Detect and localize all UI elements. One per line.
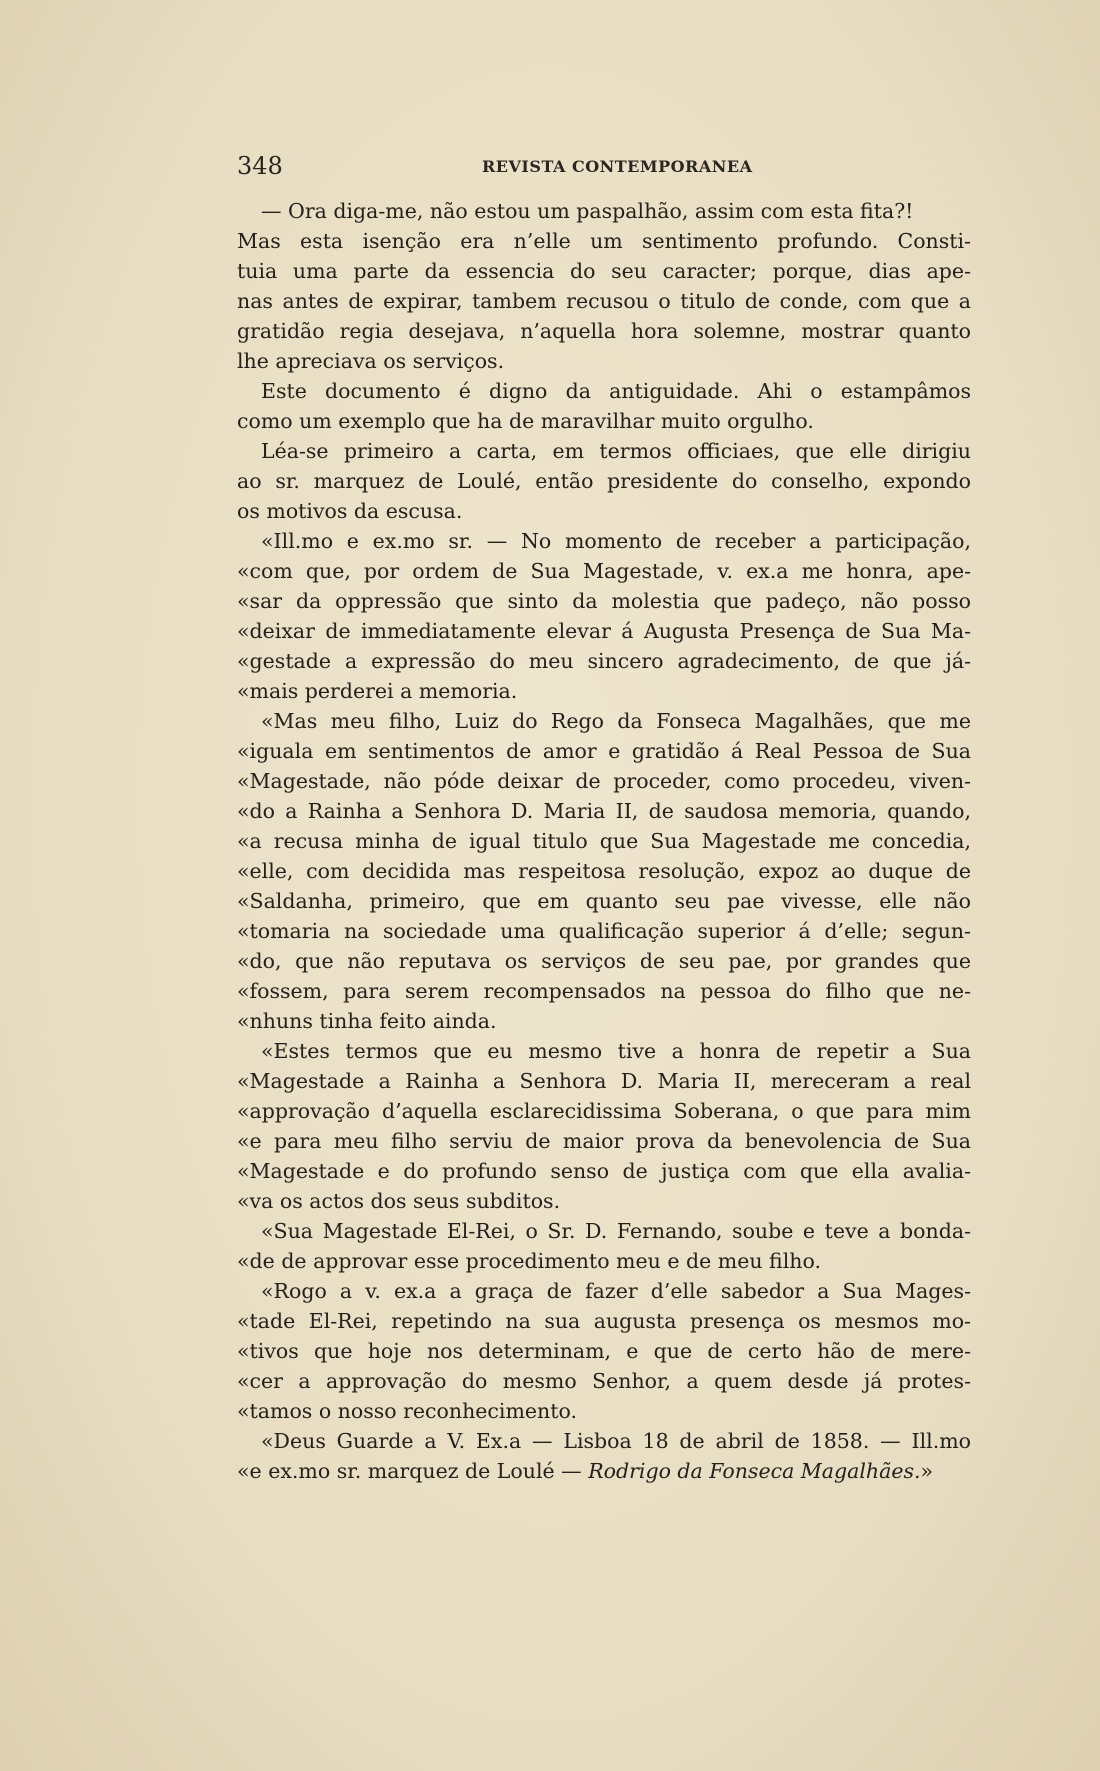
- text-line: — Ora diga-me, não estou um paspalhão, assim com esta fita?!: [261, 199, 914, 223]
- text-line: «Magestade, não póde deixar de proceder, como procedeu, viven-: [237, 769, 971, 793]
- text-line: «elle, com decidida mas respeitosa resolução, expoz ao duque de: [237, 859, 971, 883]
- text-line: «tivos que hoje nos determinam, e que de certo hão de mere-: [237, 1339, 971, 1363]
- text-line: «iguala em sentimentos de amor e gratidão á Real Pessoa de Sua: [237, 739, 971, 763]
- closing-text: «e ex.mo sr. marquez de Loulé —: [237, 1459, 589, 1483]
- text-line: «Rogo a v. ex.a a graça de fazer d’elle sabedor a Sua Mages-: [261, 1279, 971, 1303]
- text-line: nas antes de expirar, tambem recusou o titulo de conde, com que a: [237, 289, 971, 313]
- text-line: «Saldanha, primeiro, que em quanto seu pae vivesse, elle não: [237, 889, 971, 913]
- text-line: «mais perderei a memoria.: [237, 679, 518, 703]
- text-line: os motivos da escusa.: [237, 499, 463, 523]
- body-text: [237, 196, 971, 1486]
- text-line: «Estes termos que eu mesmo tive a honra de repetir a Sua: [261, 1039, 971, 1063]
- text-line: «de de approvar esse procedimento meu e de meu filho.: [237, 1249, 821, 1273]
- text-line: «Magestade e do profundo senso de justiça com que ella avalia-: [237, 1159, 971, 1183]
- closing-line: [237, 1456, 971, 1486]
- page-header: [237, 150, 967, 182]
- closing-quote: »: [920, 1459, 934, 1483]
- text-line: «gestade a expressão do meu sincero agradecimento, de que já-: [237, 649, 971, 673]
- text-line: «Magestade a Rainha a Senhora D. Maria II, mereceram a real: [237, 1069, 971, 1093]
- text-line: «cer a approvação do mesmo Senhor, a quem desde já protes-: [237, 1369, 971, 1393]
- text-line: «e para meu filho serviu de maior prova da benevolencia de Sua: [237, 1129, 971, 1153]
- text-line: ao sr. marquez de Loulé, então presidente do conselho, expondo: [237, 469, 971, 493]
- text-line: «com que, por ordem de Sua Magestade, v. ex.a me honra, ape-: [237, 559, 971, 583]
- text-line: «Ill.mo e ex.mo sr. — No momento de receber a participação,: [261, 529, 971, 553]
- running-title: REVISTA CONTEMPORANEA: [482, 157, 753, 176]
- text-line: «Sua Magestade El-Rei, o Sr. D. Fernando, soube e teve a bonda-: [261, 1219, 971, 1243]
- text-line: «do, que não reputava os serviços de seu pae, por grandes que: [237, 949, 971, 973]
- text-line: «tade El-Rei, repetindo na sua augusta presença os mesmos mo-: [237, 1309, 971, 1333]
- text-line: «Mas meu filho, Luiz do Rego da Fonseca Magalhães, que me: [261, 709, 971, 733]
- text-line: Este documento é digno da antiguidade. Ahi o estampâmos: [261, 379, 971, 403]
- signature: Rodrigo da Fonseca Magalhães.: [588, 1459, 921, 1483]
- page-number: 348: [237, 152, 283, 180]
- text-line: lhe apreciava os serviços.: [237, 349, 505, 373]
- text-line: tuia uma parte da essencia do seu caracter; porque, dias ape-: [237, 259, 971, 283]
- text-line: «sar da oppressão que sinto da molestia que padeço, não posso: [237, 589, 971, 613]
- text-line: Mas esta isenção era n’elle um sentimento profundo. Consti-: [237, 229, 971, 253]
- text-line: gratidão regia desejava, n’aquella hora solemne, mostrar quanto: [237, 319, 971, 343]
- text-line: «tamos o nosso reconhecimento.: [237, 1399, 577, 1423]
- text-line: como um exemplo que ha de maravilhar muito orgulho.: [237, 409, 814, 433]
- text-line: «tomaria na sociedade uma qualificação superior á d’elle; segun-: [237, 919, 971, 943]
- text-line: «va os actos dos seus subditos.: [237, 1189, 561, 1213]
- text-line: «approvação d’aquella esclarecidissima Soberana, o que para mim: [237, 1099, 971, 1123]
- text-line: Léa-se primeiro a carta, em termos officiaes, que elle dirigiu: [261, 439, 971, 463]
- text-line: «nhuns tinha feito ainda.: [237, 1009, 497, 1033]
- text-line: «a recusa minha de igual titulo que Sua Magestade me concedia,: [237, 829, 971, 853]
- text-line: «Deus Guarde a V. Ex.a — Lisboa 18 de abril de 1858. — Ill.mo: [261, 1429, 971, 1453]
- text-line: «deixar de immediatamente elevar á Augusta Presença de Sua Ma-: [237, 619, 971, 643]
- text-line: «fossem, para serem recompensados na pessoa do filho que ne-: [237, 979, 971, 1003]
- text-line: «do a Rainha a Senhora D. Maria II, de saudosa memoria, quando,: [237, 799, 971, 823]
